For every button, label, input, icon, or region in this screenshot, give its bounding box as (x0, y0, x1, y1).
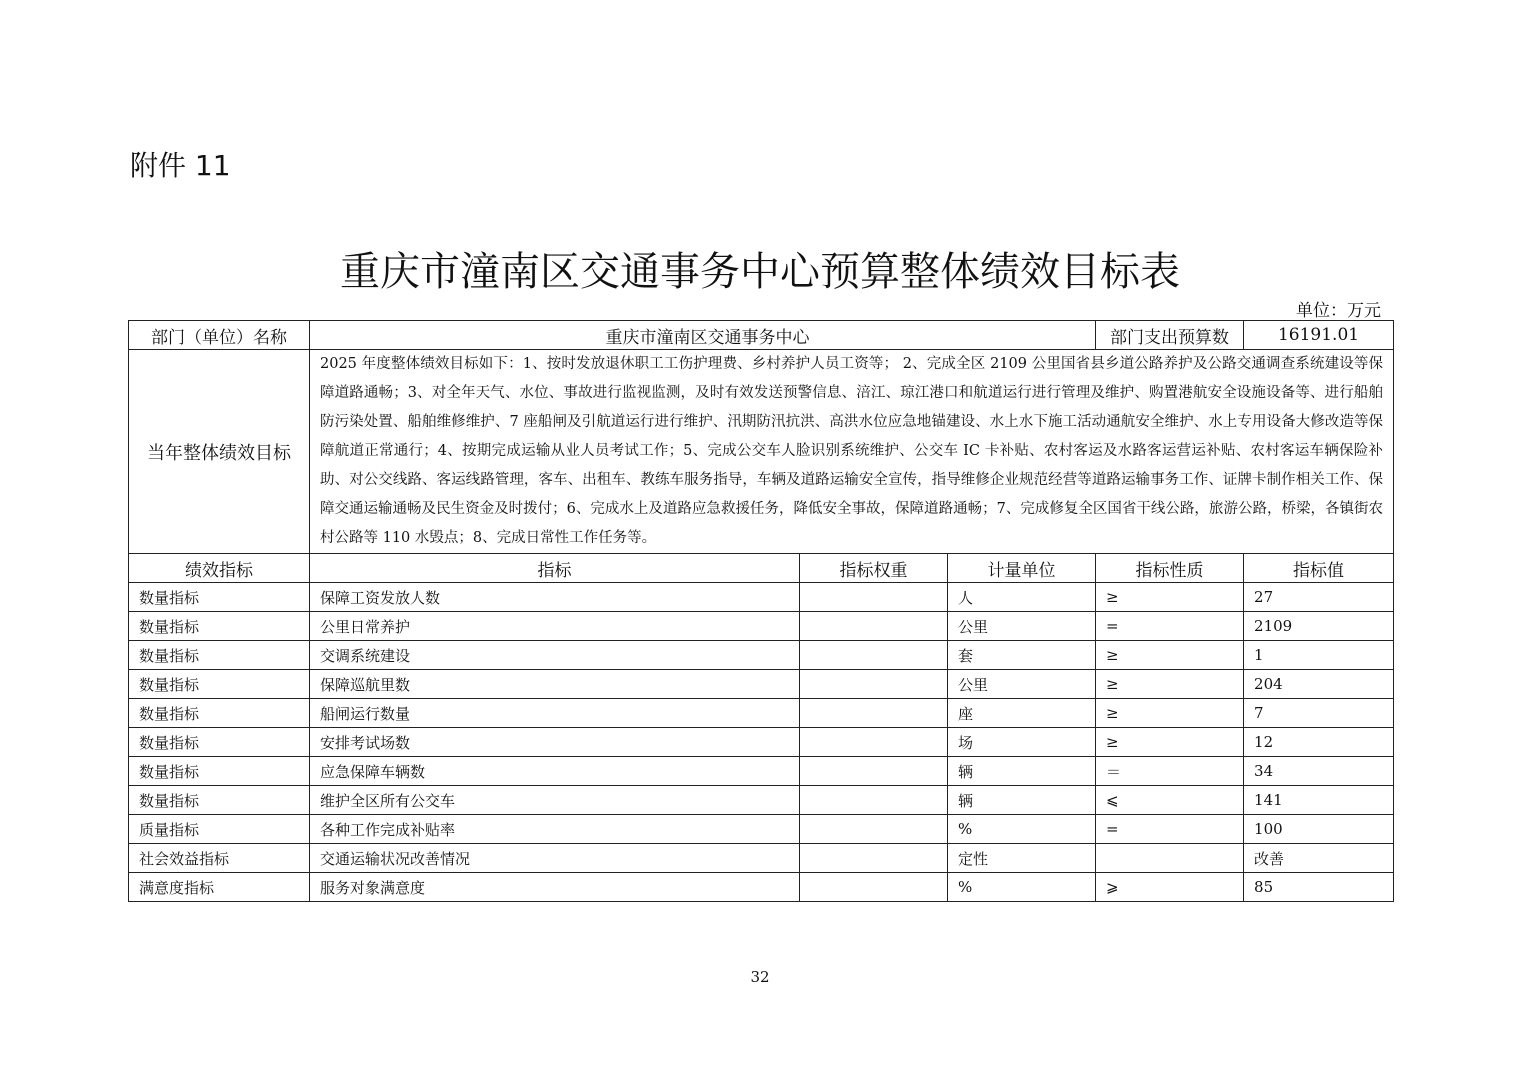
table-row (129, 815, 1394, 844)
row-category: 数量指标 (129, 670, 310, 699)
table-row (129, 641, 1394, 670)
row-weight (800, 873, 948, 902)
row-category: 质量指标 (129, 815, 310, 844)
row-category: 数量指标 (129, 699, 310, 728)
row-unit: % (948, 873, 1096, 902)
row-category: 社会效益指标 (129, 844, 310, 873)
row-value: 1 (1244, 641, 1394, 670)
row-value: 2109 (1244, 612, 1394, 641)
row-indicator: 交通运输状况改善情况 (310, 844, 800, 873)
row-nature: ⩽ (1096, 786, 1244, 815)
table-row (129, 786, 1394, 815)
row-unit: 公里 (948, 612, 1096, 641)
row-value: 100 (1244, 815, 1394, 844)
row-weight (800, 583, 948, 612)
table-row (129, 757, 1394, 786)
table-row (129, 699, 1394, 728)
row-unit: 公里 (948, 670, 1096, 699)
header-unit: 计量单位 (948, 554, 1096, 583)
row-indicator: 各种工作完成补贴率 (310, 815, 800, 844)
row-value: 7 (1244, 699, 1394, 728)
budget-label: 部门支出预算数 (1096, 321, 1244, 350)
header-indicator: 指标 (310, 554, 800, 583)
row-unit: 人 (948, 583, 1096, 612)
row-unit: % (948, 815, 1096, 844)
row-category: 数量指标 (129, 728, 310, 757)
row-indicator: 保障工资发放人数 (310, 583, 800, 612)
row-category: 满意度指标 (129, 873, 310, 902)
dept-label: 部门（单位）名称 (129, 321, 310, 350)
table-row (129, 583, 1394, 612)
goal-row (129, 350, 1394, 554)
row-unit: 辆 (948, 757, 1096, 786)
row-value: 141 (1244, 786, 1394, 815)
row-nature: = (1096, 815, 1244, 844)
dept-name: 重庆市潼南区交通事务中心 (310, 321, 1096, 350)
row-nature: ≥ (1096, 670, 1244, 699)
row-category: 数量指标 (129, 641, 310, 670)
attachment-label: 附件 11 (130, 149, 231, 182)
budget-value: 16191.01 (1244, 321, 1394, 350)
header-row (129, 554, 1394, 583)
row-nature: ≥ (1096, 641, 1244, 670)
row-category: 数量指标 (129, 757, 310, 786)
row-value: 27 (1244, 583, 1394, 612)
page-number: 32 (750, 968, 770, 986)
row-unit: 座 (948, 699, 1096, 728)
row-indicator: 交调系统建设 (310, 641, 800, 670)
row-category: 数量指标 (129, 612, 310, 641)
page-title: 重庆市潼南区交通事务中心预算整体绩效目标表 (340, 249, 1180, 295)
table-row (129, 844, 1394, 873)
row-category: 数量指标 (129, 786, 310, 815)
row-indicator: 公里日常养护 (310, 612, 800, 641)
header-weight: 指标权重 (800, 554, 948, 583)
row-nature: ≥ (1096, 583, 1244, 612)
row-weight (800, 815, 948, 844)
dept-row (129, 321, 1394, 350)
row-indicator: 保障巡航里数 (310, 670, 800, 699)
row-value: 34 (1244, 757, 1394, 786)
row-weight (800, 612, 948, 641)
performance-table (128, 320, 1394, 902)
row-value: 204 (1244, 670, 1394, 699)
table-row (129, 612, 1394, 641)
row-nature: ≥ (1096, 699, 1244, 728)
row-nature: ≥ (1096, 728, 1244, 757)
row-unit: 套 (948, 641, 1096, 670)
row-indicator: 服务对象满意度 (310, 873, 800, 902)
header-category: 绩效指标 (129, 554, 310, 583)
row-indicator: 应急保障车辆数 (310, 757, 800, 786)
row-weight (800, 786, 948, 815)
row-weight (800, 699, 948, 728)
row-value: 改善 (1244, 844, 1394, 873)
table-row (129, 873, 1394, 902)
row-unit: 定性 (948, 844, 1096, 873)
row-nature: ＝ (1096, 757, 1244, 786)
row-weight (800, 844, 948, 873)
unit-label: 单位：万元 (1296, 301, 1381, 321)
row-unit: 场 (948, 728, 1096, 757)
row-category: 数量指标 (129, 583, 310, 612)
row-value: 12 (1244, 728, 1394, 757)
row-nature: ⩾ (1096, 873, 1244, 902)
row-indicator: 维护全区所有公交车 (310, 786, 800, 815)
row-weight (800, 641, 948, 670)
row-weight (800, 670, 948, 699)
row-weight (800, 728, 948, 757)
table-row (129, 728, 1394, 757)
row-nature: = (1096, 612, 1244, 641)
row-weight (800, 757, 948, 786)
header-nature: 指标性质 (1096, 554, 1244, 583)
row-indicator: 安排考试场数 (310, 728, 800, 757)
goal-text: 2025 年度整体绩效目标如下：1、按时发放退休职工工伤护理费、乡村养护人员工资等； 2、完成全区 2109 公里国省县乡道公路养护及公路交通调查系统建设等保障道路通畅；3、对全年天气、水位、事故进行监视监测，及时有效发送预警信息、涪江、琼江港口和航道运行进行管理及维护、购置港航安全设施设备等、进行船舶防污染处置、船舶维修维护、7 座船闸及引航道运行进行维护、汛期防汛抗洪、高洪水位应急地锚建设、水上水下施工活动通航安全维护、水上专用设备大修改造等保障航道正常通行；4、按期完成运输从业人员考试工作；5、完成公交车人脸识别系统维护、公交车 IC 卡补贴、农村客运及水路客运营运补贴、农村客运车辆保险补助、对公交线路、客运线路管理，客车、出租车、教练车服务指导，车辆及道路运输安全宣传，指导维修企业规范经营等道路运输事务工作、证牌卡制作相关工作、保障交通运输通畅及民生资金及时拨付；6、完成水上及道路应急救援任务，降低安全事故，保障道路通畅；7、完成修复全区国省干线公路，旅游公路，桥梁，各镇街农村公路等 110 水毁点；8、完成日常性工作任务等。 (310, 350, 1394, 554)
row-value: 85 (1244, 873, 1394, 902)
row-nature (1096, 844, 1244, 873)
table-row (129, 670, 1394, 699)
goal-label: 当年整体绩效目标 (129, 350, 310, 554)
row-indicator: 船闸运行数量 (310, 699, 800, 728)
row-unit: 辆 (948, 786, 1096, 815)
header-value: 指标值 (1244, 554, 1394, 583)
